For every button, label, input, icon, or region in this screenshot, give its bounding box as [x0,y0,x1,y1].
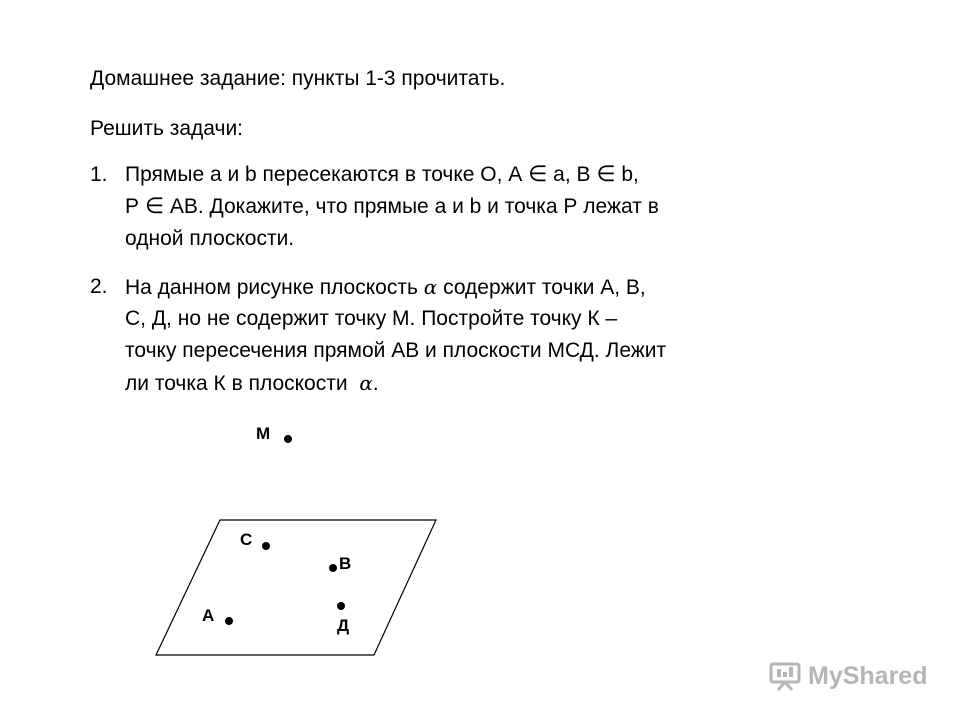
task2-text-b: содержит точки А, В, [437,276,646,299]
point-c-label: С [240,530,253,549]
point-b-label: В [339,554,352,573]
task2-text-a: На данном рисунке плоскость [125,276,424,299]
task1-text-d: Р [125,195,145,218]
point-b-dot [329,564,337,572]
task1-number: 1. [90,163,108,186]
task2-text-c: ли точка К в плоскости [125,372,354,395]
solve-heading: Решить задачи: [90,117,244,140]
alpha-symbol: α [359,371,373,395]
task1-line3: одной плоскости. [125,227,295,250]
task1-text-e: АВ. Докажите, что прямые а и b и точка Р лежат в [164,195,659,218]
point-d-label: Д [337,616,350,635]
watermark-text: MyShared [808,661,928,690]
element-of-icon: ∈ [528,162,548,187]
point-d-dot [337,602,345,610]
point-a-label: А [202,606,215,625]
task2-line3: точку пересечения прямой АВ и плоскости МСД. Лежит [125,339,667,362]
point-m-dot [284,435,292,443]
point-c-dot [262,542,270,550]
task2-line2: С, Д, но не содержит точку М. Постройте точку К – [125,307,618,330]
plane-alpha-parallelogram [156,520,436,655]
task2-text-d: . [372,372,379,395]
point-a-dot [225,617,233,625]
mysharead-watermark [768,656,928,696]
point-m-label: М [256,424,271,443]
task1-text-a: Прямые а и b пересекаются в точке О, А [125,163,529,186]
task2-number: 2. [90,275,108,298]
presentation-board-icon [768,661,802,691]
alpha-symbol: α [423,275,438,299]
homework-line: Домашнее задание: пункты 1-3 прочитать. [90,67,506,90]
task1-text-b: а, В [547,163,597,186]
element-of-icon: ∈ [144,194,165,219]
element-of-icon: ∈ [596,162,616,187]
task1-text-c: b, [615,163,639,186]
